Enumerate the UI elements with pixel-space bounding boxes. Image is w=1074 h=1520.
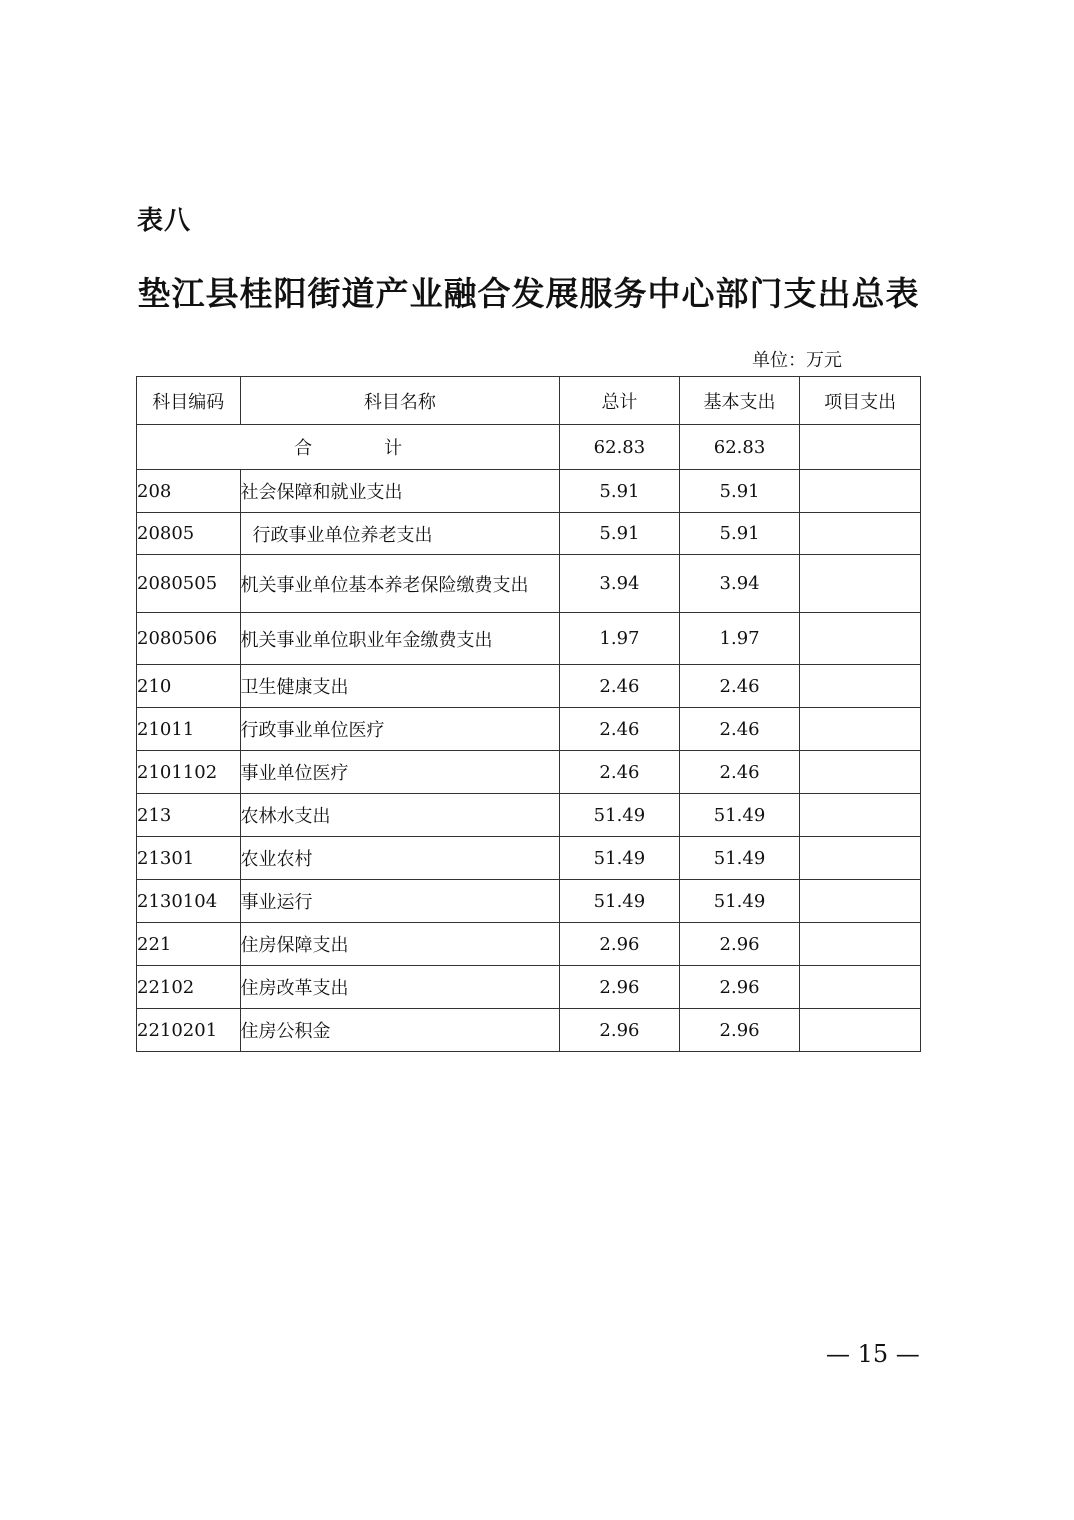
row-basic: 1.97 xyxy=(679,613,800,665)
table-header-row xyxy=(137,377,921,425)
row-basic: 51.49 xyxy=(679,794,800,837)
table-row xyxy=(137,513,921,555)
row-total: 3.94 xyxy=(560,555,680,613)
summary-row xyxy=(137,425,921,470)
header-basic: 基本支出 xyxy=(679,377,800,425)
row-project xyxy=(800,613,921,665)
row-basic: 2.46 xyxy=(679,751,800,794)
row-basic: 2.96 xyxy=(679,966,800,1009)
row-code: 2130104 xyxy=(137,880,241,923)
row-total: 51.49 xyxy=(560,837,680,880)
table-row xyxy=(137,665,921,708)
row-project xyxy=(800,665,921,708)
table-row xyxy=(137,880,921,923)
row-name: 机关事业单位基本养老保险缴费支出 xyxy=(240,555,560,613)
summary-total: 62.83 xyxy=(560,425,680,470)
row-code: 221 xyxy=(137,923,241,966)
table-row xyxy=(137,555,921,613)
header-project: 项目支出 xyxy=(800,377,921,425)
row-name: 行政事业单位养老支出 xyxy=(240,513,560,555)
row-project xyxy=(800,966,921,1009)
summary-basic: 62.83 xyxy=(679,425,800,470)
row-basic: 2.46 xyxy=(679,665,800,708)
expense-table xyxy=(136,376,921,1052)
row-name: 农业农村 xyxy=(240,837,560,880)
row-code: 21301 xyxy=(137,837,241,880)
header-code: 科目编码 xyxy=(137,377,241,425)
row-total: 5.91 xyxy=(560,470,680,513)
row-project xyxy=(800,923,921,966)
row-basic: 2.96 xyxy=(679,923,800,966)
row-project xyxy=(800,751,921,794)
row-code: 213 xyxy=(137,794,241,837)
table-row xyxy=(137,966,921,1009)
row-name: 住房改革支出 xyxy=(240,966,560,1009)
table-row xyxy=(137,708,921,751)
table-label: 表八 xyxy=(137,206,192,236)
row-project xyxy=(800,470,921,513)
summary-project xyxy=(800,425,921,470)
row-total: 1.97 xyxy=(560,613,680,665)
row-project xyxy=(800,555,921,613)
row-basic: 2.96 xyxy=(679,1009,800,1052)
row-name: 行政事业单位医疗 xyxy=(240,708,560,751)
row-name: 社会保障和就业支出 xyxy=(240,470,560,513)
row-project xyxy=(800,880,921,923)
row-code: 22102 xyxy=(137,966,241,1009)
page-number: — 15 — xyxy=(826,1340,920,1368)
unit-label: 单位：万元 xyxy=(752,350,842,371)
row-total: 2.96 xyxy=(560,1009,680,1052)
header-total: 总计 xyxy=(560,377,680,425)
row-name: 住房公积金 xyxy=(240,1009,560,1052)
row-name: 卫生健康支出 xyxy=(240,665,560,708)
row-code: 2080506 xyxy=(137,613,241,665)
row-total: 51.49 xyxy=(560,880,680,923)
row-name: 住房保障支出 xyxy=(240,923,560,966)
table-row xyxy=(137,613,921,665)
row-basic: 51.49 xyxy=(679,837,800,880)
row-code: 20805 xyxy=(137,513,241,555)
row-name: 事业单位医疗 xyxy=(240,751,560,794)
row-total: 2.46 xyxy=(560,751,680,794)
row-total: 2.96 xyxy=(560,923,680,966)
page-title: 垫江县桂阳街道产业融合发展服务中心部门支出总表 xyxy=(137,274,920,313)
row-project xyxy=(800,513,921,555)
table-row xyxy=(137,794,921,837)
row-basic: 3.94 xyxy=(679,555,800,613)
row-total: 2.96 xyxy=(560,966,680,1009)
summary-label-right: 计 xyxy=(384,438,403,459)
header-name: 科目名称 xyxy=(240,377,560,425)
row-code: 210 xyxy=(137,665,241,708)
row-total: 51.49 xyxy=(560,794,680,837)
table-row xyxy=(137,470,921,513)
row-code: 21011 xyxy=(137,708,241,751)
table-row xyxy=(137,751,921,794)
row-project xyxy=(800,1009,921,1052)
row-code: 2080505 xyxy=(137,555,241,613)
row-total: 2.46 xyxy=(560,708,680,751)
row-basic: 2.46 xyxy=(679,708,800,751)
row-basic: 51.49 xyxy=(679,880,800,923)
row-project xyxy=(800,837,921,880)
table-row xyxy=(137,923,921,966)
table-row xyxy=(137,1009,921,1052)
row-basic: 5.91 xyxy=(679,470,800,513)
row-code: 2210201 xyxy=(137,1009,241,1052)
row-project xyxy=(800,794,921,837)
row-name: 机关事业单位职业年金缴费支出 xyxy=(240,613,560,665)
row-name: 农林水支出 xyxy=(240,794,560,837)
row-basic: 5.91 xyxy=(679,513,800,555)
row-code: 208 xyxy=(137,470,241,513)
row-project xyxy=(800,708,921,751)
table-row xyxy=(137,837,921,880)
row-total: 2.46 xyxy=(560,665,680,708)
summary-label xyxy=(137,425,560,470)
row-name: 事业运行 xyxy=(240,880,560,923)
row-code: 2101102 xyxy=(137,751,241,794)
summary-label-left: 合 xyxy=(294,438,313,459)
row-total: 5.91 xyxy=(560,513,680,555)
